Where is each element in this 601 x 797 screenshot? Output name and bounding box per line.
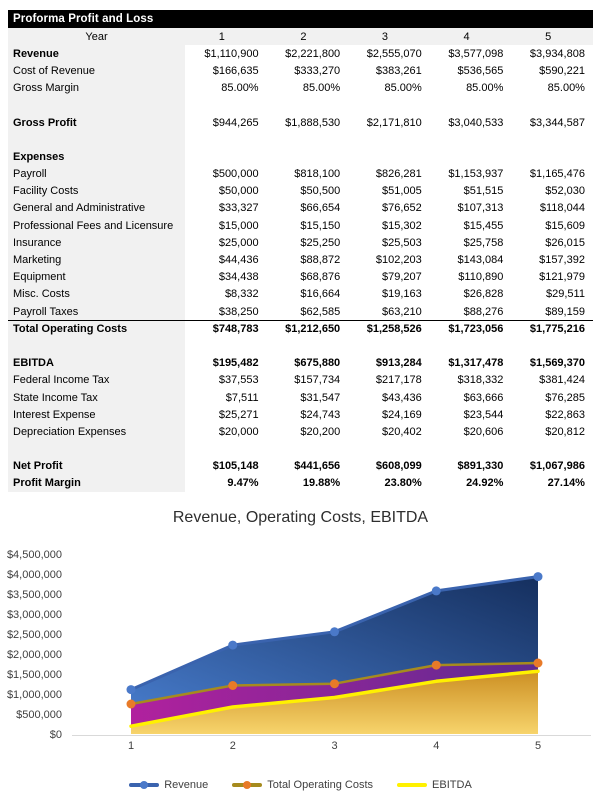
table-row [8, 269, 593, 286]
value-cell[interactable]: $1,317,478 [448, 357, 504, 370]
spacer-row [8, 441, 593, 458]
row-label [8, 131, 185, 148]
table-row [8, 80, 593, 97]
table-row [8, 234, 593, 251]
value-cell[interactable]: 85.00% [384, 82, 422, 95]
year-column-header[interactable]: 5 [545, 30, 552, 43]
row-label[interactable]: Depreciation Expenses [8, 423, 185, 440]
value-cell[interactable]: $3,577,098 [448, 47, 504, 60]
y-axis-tick-label: $500,000 [16, 709, 62, 721]
value-cell[interactable]: $1,067,986 [529, 460, 585, 473]
value-cell[interactable]: $24,743 [300, 408, 341, 421]
value-cell[interactable]: $102,203 [375, 254, 422, 267]
data-point-marker [228, 641, 237, 650]
row-label[interactable]: Net Profit [8, 458, 185, 475]
row-label[interactable]: Cost of Revenue [8, 62, 185, 79]
value-cell[interactable]: $15,150 [300, 219, 341, 232]
legend-marker-dot [140, 781, 148, 789]
value-cell[interactable]: $2,171,810 [366, 116, 422, 129]
value-cell[interactable]: $50,000 [218, 185, 259, 198]
value-cell[interactable]: $157,734 [294, 374, 341, 387]
value-cell[interactable]: $826,281 [375, 168, 422, 181]
table-row [8, 148, 593, 165]
value-cell[interactable]: 85.00% [302, 82, 341, 95]
row-label[interactable]: EBITDA [8, 355, 185, 372]
value-cell[interactable]: $20,606 [463, 425, 504, 438]
legend-label: EBITDA [432, 779, 472, 791]
value-cell[interactable]: $195,482 [212, 357, 259, 370]
value-cell[interactable]: $19,163 [382, 288, 422, 301]
value-cell[interactable]: $23,544 [463, 408, 504, 421]
value-cell [511, 131, 593, 148]
value-cell[interactable]: $15,302 [382, 219, 422, 232]
data-point-marker [432, 661, 441, 670]
value-cell [267, 148, 349, 165]
pnl-table [8, 10, 593, 492]
value-cell[interactable]: $2,221,800 [285, 47, 341, 60]
legend-line-sample [232, 783, 262, 787]
year-header-row [8, 28, 593, 45]
value-cell[interactable]: $157,392 [539, 254, 585, 267]
value-cell[interactable]: $3,040,533 [448, 116, 504, 129]
value-cell[interactable]: 24.92% [466, 477, 504, 490]
value-cell[interactable]: $22,863 [545, 408, 585, 421]
value-cell [430, 97, 512, 114]
y-axis-tick-label: $2,500,000 [6, 629, 62, 641]
row-label[interactable]: Professional Fees and Licensure [8, 217, 185, 234]
value-cell[interactable]: $590,221 [539, 64, 585, 77]
value-cell[interactable]: $24,169 [382, 408, 422, 421]
row-label[interactable]: Facility Costs [8, 183, 185, 200]
value-cell[interactable]: $1,212,650 [285, 323, 341, 336]
value-cell [267, 131, 349, 148]
value-cell [348, 97, 430, 114]
value-cell[interactable]: $107,313 [457, 202, 504, 215]
value-cell [430, 441, 512, 458]
year-column-header[interactable]: 3 [381, 30, 389, 43]
value-cell[interactable]: $441,656 [294, 460, 341, 473]
value-cell[interactable]: 85.00% [466, 82, 504, 95]
value-cell[interactable]: $15,455 [463, 219, 504, 232]
row-label [8, 97, 185, 114]
data-point-marker [330, 627, 339, 636]
value-cell[interactable]: $79,207 [382, 271, 422, 284]
legend-line-sample [397, 783, 427, 787]
value-cell[interactable]: $88,872 [300, 254, 341, 267]
value-cell [430, 337, 512, 354]
value-cell[interactable]: 85.00% [221, 82, 259, 95]
table-row [8, 62, 593, 79]
table-row [8, 389, 593, 406]
value-cell [430, 148, 512, 165]
chart-section [0, 497, 601, 797]
value-cell[interactable]: $51,005 [382, 185, 422, 198]
value-cell[interactable]: $31,547 [300, 391, 341, 404]
value-cell[interactable]: $25,000 [218, 236, 259, 249]
value-cell[interactable]: $333,270 [294, 64, 341, 77]
value-cell[interactable]: $1,569,370 [529, 357, 585, 370]
pnl-rows [8, 28, 593, 492]
value-cell[interactable]: $33,327 [218, 202, 259, 215]
x-axis-tick-label: 5 [534, 740, 542, 752]
value-cell[interactable]: $818,100 [294, 168, 341, 181]
value-cell[interactable]: $8,332 [224, 288, 259, 301]
value-cell [511, 148, 593, 165]
value-cell [267, 97, 349, 114]
data-point-marker [330, 679, 339, 688]
value-cell [348, 337, 430, 354]
table-row [8, 286, 593, 303]
row-label[interactable]: Gross Profit [8, 114, 185, 131]
table-row [8, 475, 593, 492]
value-cell[interactable]: $20,812 [545, 425, 585, 438]
value-cell[interactable]: $3,344,587 [529, 116, 585, 129]
data-point-marker [127, 700, 136, 709]
value-cell [185, 131, 267, 148]
x-axis-tick-label: 4 [433, 740, 440, 752]
area-chart-plot [0, 497, 601, 797]
value-cell [348, 131, 430, 148]
value-cell[interactable]: $2,555,070 [366, 47, 422, 60]
row-label[interactable]: Payroll Taxes [8, 303, 185, 320]
value-cell[interactable]: $15,000 [218, 219, 259, 232]
row-label[interactable]: Marketing [8, 251, 185, 268]
data-point-marker [534, 572, 543, 581]
legend-item-total-operating-costs[interactable] [232, 779, 373, 791]
legend-item-revenue[interactable] [129, 779, 208, 791]
spacer-row [8, 97, 593, 114]
row-label[interactable]: Expenses [8, 148, 185, 165]
y-axis-tick-label: $4,000,000 [6, 569, 62, 581]
value-cell[interactable]: $51,515 [463, 185, 504, 198]
x-axis-tick-label: 2 [229, 740, 236, 752]
value-cell[interactable]: $1,723,056 [448, 323, 504, 336]
value-cell[interactable]: $944,265 [212, 116, 259, 129]
y-axis-tick-label: $0 [49, 729, 62, 741]
row-label[interactable]: Revenue [8, 45, 185, 62]
value-cell[interactable]: $16,664 [300, 288, 341, 301]
table-row [8, 423, 593, 440]
legend-label: Revenue [164, 779, 209, 791]
data-point-marker [228, 681, 237, 690]
value-cell[interactable]: $26,828 [463, 288, 504, 301]
value-cell[interactable]: $44,436 [218, 254, 259, 267]
row-label[interactable]: Payroll [8, 166, 185, 183]
legend-marker-dot [243, 781, 251, 789]
data-point-marker [127, 685, 136, 694]
value-cell[interactable]: $110,890 [458, 271, 504, 284]
spacer-row [8, 337, 593, 354]
legend-line-sample [129, 783, 159, 787]
chart-title: Revenue, Operating Costs, EBITDA [172, 509, 429, 526]
value-cell[interactable]: $25,250 [300, 236, 341, 249]
table-row [8, 200, 593, 217]
value-cell[interactable]: 23.80% [384, 477, 422, 490]
value-cell[interactable]: $1,110,900 [204, 47, 259, 60]
value-cell[interactable]: $25,758 [463, 236, 504, 249]
value-cell[interactable]: $143,084 [457, 254, 504, 267]
table-row [8, 303, 593, 320]
table-row [8, 217, 593, 234]
value-cell[interactable]: $76,652 [382, 202, 422, 215]
value-cell [267, 337, 349, 354]
legend-item-ebitda[interactable] [397, 779, 472, 791]
value-cell[interactable]: $166,635 [212, 64, 259, 77]
y-axis-tick-label: $3,500,000 [6, 589, 62, 601]
value-cell[interactable]: $63,210 [382, 305, 422, 318]
value-cell[interactable]: $383,261 [375, 64, 422, 77]
table-row [8, 251, 593, 268]
value-cell[interactable]: $891,330 [457, 460, 504, 473]
year-header-label[interactable]: Year [8, 28, 185, 45]
row-label[interactable]: Equipment [8, 269, 185, 286]
data-point-marker [432, 586, 441, 595]
value-cell[interactable]: $66,654 [300, 202, 341, 215]
row-label[interactable]: Insurance [8, 234, 185, 251]
value-cell[interactable]: $89,159 [545, 305, 585, 318]
x-axis-tick-label: 1 [127, 740, 135, 752]
table-row [8, 45, 593, 62]
value-cell [430, 131, 512, 148]
value-cell[interactable]: $76,285 [545, 391, 585, 404]
value-cell [511, 97, 593, 114]
value-cell[interactable]: $50,500 [300, 185, 341, 198]
value-cell[interactable]: $15,609 [545, 219, 585, 232]
table-row [8, 406, 593, 423]
value-cell[interactable]: 9.47% [227, 477, 259, 490]
row-label[interactable]: Gross Margin [8, 80, 185, 97]
row-label [8, 337, 185, 354]
row-label [8, 441, 185, 458]
value-cell[interactable]: $63,666 [463, 391, 504, 404]
value-cell[interactable]: $675,880 [294, 357, 341, 370]
value-cell [185, 441, 267, 458]
y-axis-tick-label: $4,500,000 [6, 549, 62, 561]
value-cell[interactable]: $913,284 [375, 357, 422, 370]
value-cell[interactable]: $34,438 [218, 271, 259, 284]
value-cell [348, 441, 430, 458]
y-axis-tick-label: $3,000,000 [6, 609, 62, 621]
value-cell[interactable]: $68,876 [300, 271, 341, 284]
year-column-header[interactable]: 4 [463, 30, 470, 43]
y-axis-tick-label: $2,000,000 [6, 649, 62, 661]
value-cell [348, 148, 430, 165]
value-cell[interactable]: $121,979 [539, 271, 585, 284]
year-column-header[interactable]: 1 [218, 30, 225, 43]
data-point-marker [534, 659, 543, 668]
value-cell [185, 148, 267, 165]
value-cell[interactable]: $25,271 [218, 408, 259, 421]
value-cell[interactable]: $37,553 [218, 374, 259, 387]
value-cell[interactable]: $1,258,526 [366, 323, 422, 336]
value-cell[interactable]: $43,436 [382, 391, 422, 404]
table-row [8, 372, 593, 389]
value-cell[interactable]: 85.00% [547, 82, 585, 95]
row-label[interactable]: Interest Expense [8, 406, 185, 423]
row-label[interactable]: Profit Margin [8, 475, 185, 492]
value-cell [185, 337, 267, 354]
table-row [8, 355, 593, 372]
table-row [8, 183, 593, 200]
value-cell[interactable]: $500,000 [212, 168, 259, 181]
value-cell[interactable]: $748,783 [212, 323, 259, 336]
value-cell[interactable]: $29,511 [546, 288, 585, 301]
y-axis-tick-label: $1,500,000 [6, 669, 62, 681]
value-cell[interactable]: $25,503 [382, 236, 422, 249]
value-cell[interactable]: 19.88% [302, 477, 341, 490]
value-cell[interactable]: $1,888,530 [285, 116, 341, 129]
pnl-title: Proforma Profit and Loss [13, 13, 154, 25]
table-row [8, 458, 593, 475]
value-cell[interactable]: $38,250 [218, 305, 259, 318]
row-label[interactable]: Total Operating Costs [8, 321, 185, 337]
value-cell[interactable]: $608,099 [375, 460, 422, 473]
value-cell[interactable]: $3,934,808 [529, 47, 585, 60]
value-cell[interactable]: $26,015 [545, 236, 585, 249]
value-cell[interactable]: $1,165,476 [529, 168, 585, 181]
table-row [8, 166, 593, 183]
value-cell[interactable]: $1,775,216 [529, 323, 585, 336]
value-cell[interactable]: $118,044 [539, 202, 585, 215]
legend-label: Total Operating Costs [267, 779, 374, 791]
value-cell [185, 97, 267, 114]
row-label[interactable]: Misc. Costs [8, 286, 185, 303]
value-cell[interactable]: $88,276 [463, 305, 504, 318]
x-axis-tick-label: 3 [331, 740, 338, 752]
value-cell[interactable]: $20,402 [382, 425, 422, 438]
chart-legend [0, 779, 601, 791]
value-cell[interactable]: $536,565 [457, 64, 504, 77]
value-cell[interactable]: $217,178 [375, 374, 422, 387]
table-row [8, 114, 593, 131]
value-cell[interactable]: $318,332 [457, 374, 504, 387]
value-cell [267, 441, 349, 458]
value-cell [511, 441, 593, 458]
row-label[interactable]: State Income Tax [8, 389, 185, 406]
value-cell[interactable]: 27.14% [547, 477, 585, 490]
table-row [8, 320, 593, 337]
value-cell[interactable]: $105,148 [212, 460, 259, 473]
value-cell [511, 337, 593, 354]
value-cell[interactable]: $1,153,937 [448, 168, 504, 181]
spacer-row [8, 131, 593, 148]
pnl-title-bar [8, 10, 593, 28]
row-label[interactable]: Federal Income Tax [8, 372, 185, 389]
year-column-header[interactable]: 2 [300, 30, 307, 43]
value-cell[interactable]: $381,424 [539, 374, 585, 387]
value-cell[interactable]: $7,511 [225, 391, 259, 404]
value-cell[interactable]: $20,200 [300, 425, 341, 438]
value-cell[interactable]: $62,585 [300, 305, 341, 318]
value-cell[interactable]: $52,030 [545, 185, 585, 198]
row-label[interactable]: General and Administrative [8, 200, 185, 217]
value-cell[interactable]: $20,000 [218, 425, 259, 438]
y-axis-tick-label: $1,000,000 [6, 689, 62, 701]
